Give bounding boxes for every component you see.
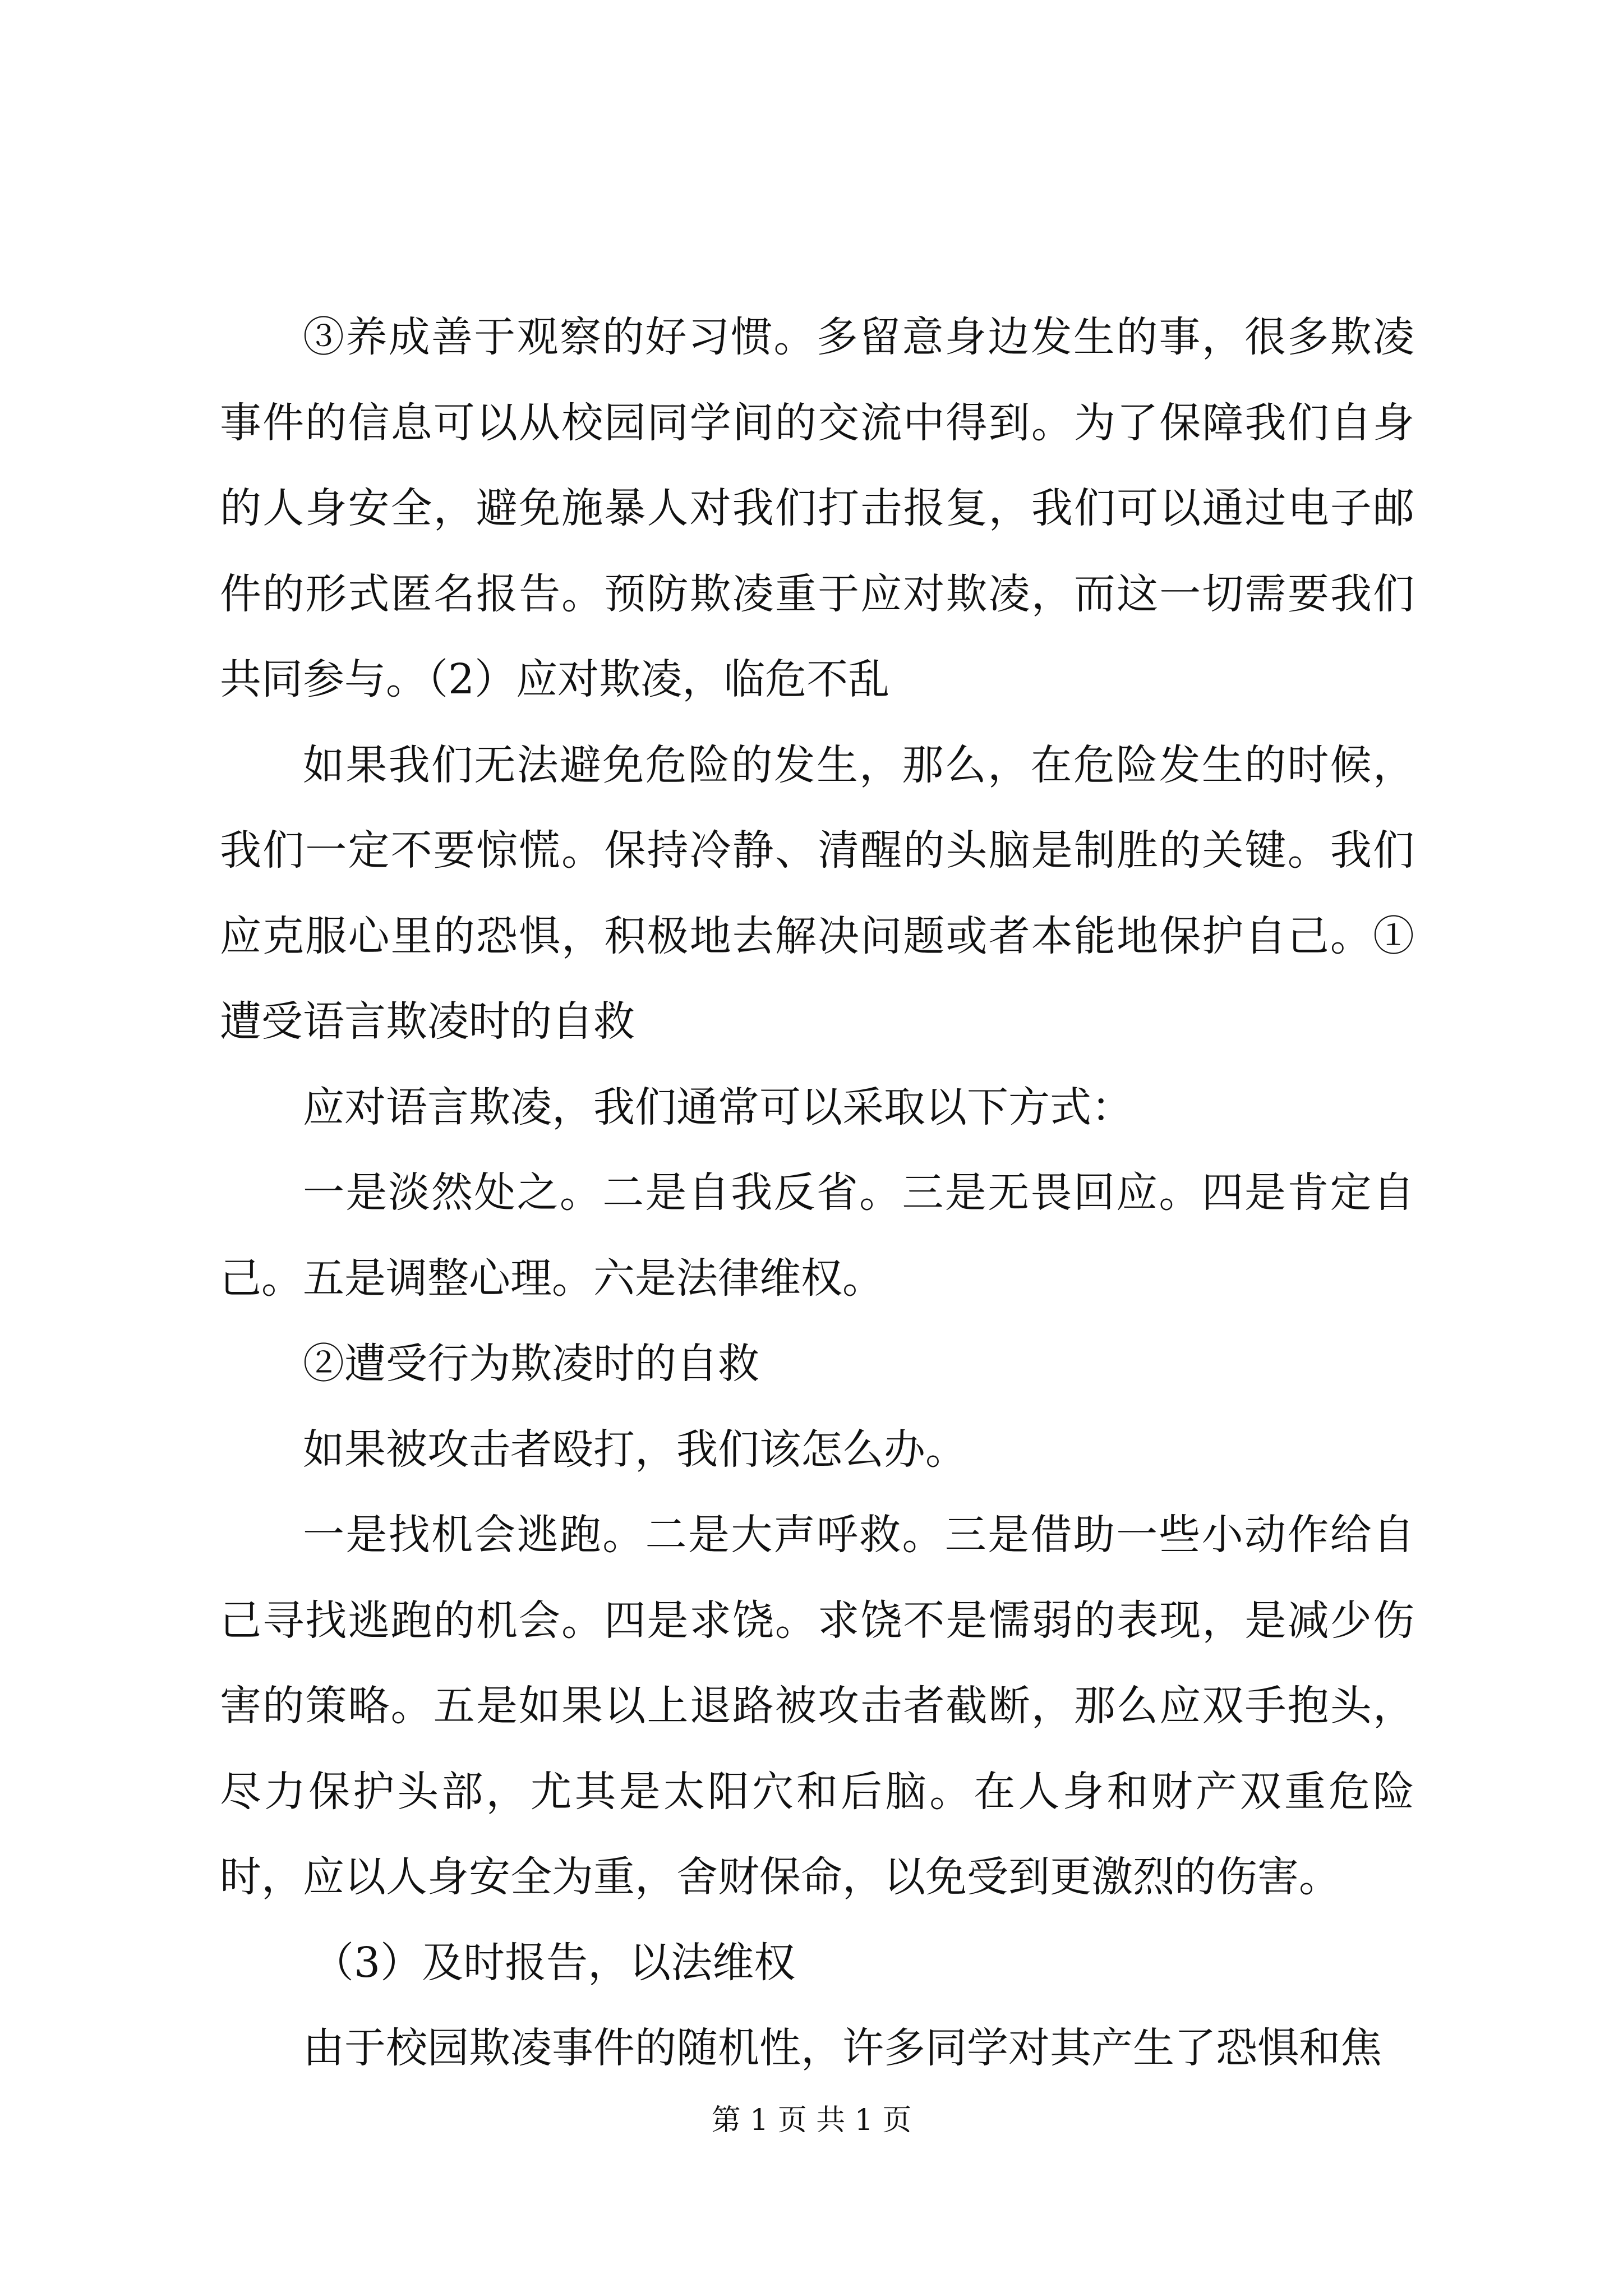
heading-physical-bullying: ②遭受行为欺凌时的自救 bbox=[303, 1340, 759, 1388]
heading-report-in-time: （3）及时报告，以法维权 bbox=[312, 1938, 796, 1987]
paragraph-physical-bullying-methods: 一是找机会逃跑。二是大声呼救。三是借助一些小动作给自己寻找逃跑的机会。四是求饶。求饶不是懦弱的表现，是减少伤害的策略。五是如果以上退路被攻击者截断，那么应双手抱头，尽力保护头部，尤其是太阳穴和后脑。在人身和财产双重危险时，应以人身安全为重，舍财保命，以免受到更激烈的伤害。 bbox=[220, 1511, 1414, 1901]
paragraph-observation-habit: ③养成善于观察的好习惯。多留意身边发生的事，很多欺凌事件的信息可以从校园同学间的交流中得到。为了保障我们自身的人身安全，避免施暴人对我们打击报复，我们可以通过电子邮件的形式匿名报告。预防欺凌重于应对欺凌，而这一切需要我们共同参与。（2）应对欺凌，临危不乱 bbox=[220, 313, 1414, 703]
page-number-footer: 第 1 页 共 1 页 bbox=[711, 2104, 912, 2137]
document-body bbox=[220, 295, 1414, 2091]
paragraph-verbal-bullying-methods: 一是淡然处之。二是自我反省。三是无畏回应。四是肯定自己。五是调整心理。六是法律维权。 bbox=[220, 1168, 1414, 1303]
paragraph-physical-bullying-question: 如果被攻击者殴打，我们该怎么办。 bbox=[303, 1425, 967, 1474]
paragraph-randomness: 由于校园欺凌事件的随机性，许多同学对其产生了恐惧和焦 bbox=[303, 2024, 1382, 2072]
paragraph-stay-calm: 如果我们无法避免危险的发生，那么，在危险发生的时候，我们一定不要惊慌。保持冷静、清醒的头脑是制胜的关键。我们应克服心里的恐惧，积极地去解决问题或者本能地保护自己。①遭受语言欺凌时的自救 bbox=[220, 740, 1414, 1046]
paragraph-verbal-bullying-intro: 应对语言欺凌，我们通常可以采取以下方式： bbox=[303, 1083, 1133, 1131]
